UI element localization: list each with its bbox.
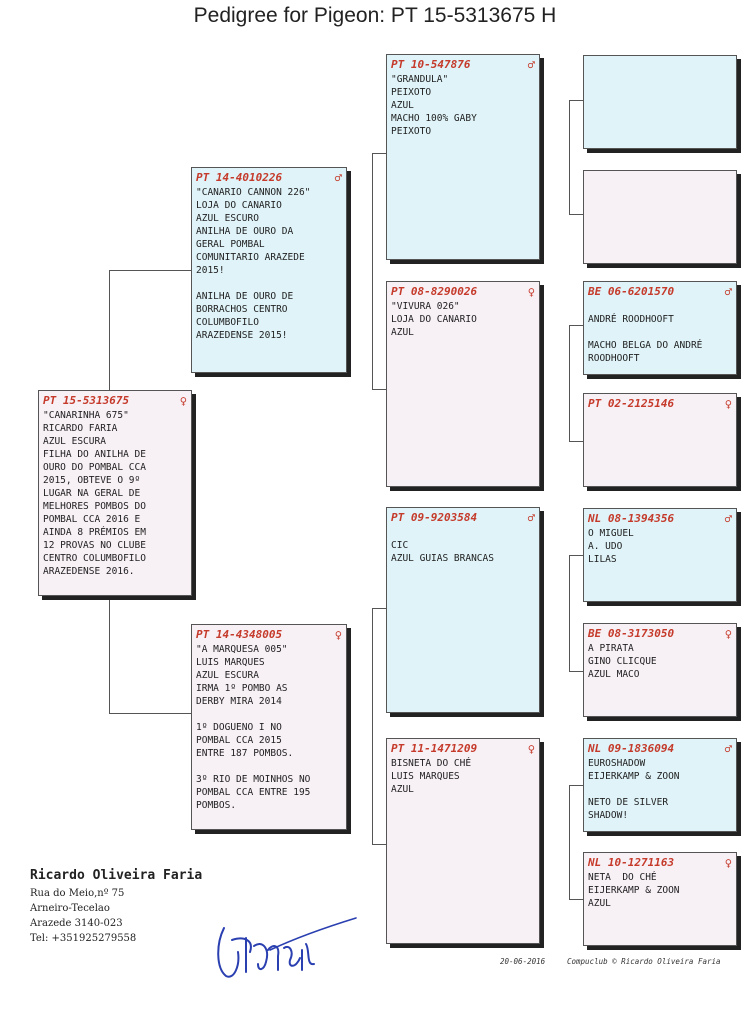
pigeon-info-line: 1º DOGUENO I NO [196, 722, 282, 733]
pigeon-info-line: RICARDO FARIA [43, 423, 118, 434]
pigeon-info-line: POMBAL CCA ENTRE 195 [196, 787, 311, 798]
pigeon-info-line: COMUNITARIO ARAZEDE [196, 252, 305, 263]
pigeon-info-line: AZUL [588, 898, 611, 909]
pedigree-box-dss [583, 508, 737, 602]
pigeon-info-line: GINO CLICQUE [588, 656, 657, 667]
male-symbol-icon: ♂ [527, 58, 535, 72]
pedigree-box-dds [583, 738, 737, 832]
pigeon-info-line: 3º RIO DE MOINHOS NO [196, 774, 311, 785]
pigeon-info-line: A. UDO [588, 541, 623, 552]
female-symbol-icon: ♀ [179, 394, 187, 408]
female-symbol-icon: ♀ [527, 285, 535, 299]
box-header [588, 285, 732, 299]
pigeon-info-line: LOJA DO CANARIO [196, 200, 282, 211]
male-symbol-icon: ♂ [724, 742, 732, 756]
copyright-notice: Compuclub © Ricardo Oliveira Faria [567, 957, 721, 966]
address-line: Arazede 3140-023 [30, 918, 123, 929]
pigeon-info-line: CENTRO COLUMBOFILO [43, 553, 146, 564]
pigeon-info-line: POMBAL CCA 2015 [196, 735, 282, 746]
ring-number: NL 10-1271163 [588, 856, 675, 869]
box-header [196, 628, 342, 642]
pigeon-info-line: FILHA DO ANILHA DE [43, 449, 146, 460]
page-title: Pedigree for Pigeon: PT 15-5313675 H [193, 4, 557, 27]
pigeon-info-line: AZUL GUIAS BRANCAS [391, 553, 494, 564]
pedigree-box-ssd [583, 170, 737, 264]
pigeon-info-line: COLUMBOFILO [196, 317, 259, 328]
ring-number: NL 09-1836094 [588, 742, 675, 755]
pedigree-box-sire [191, 167, 347, 373]
pigeon-info-line: "CANARINHA 675" [43, 410, 129, 421]
pigeon-info-line: AZUL [391, 100, 414, 111]
pigeon-info-line: BISNETA DO CHÉ [391, 758, 472, 769]
connector-dd [569, 785, 584, 900]
pigeon-info-line: AZUL MACO [588, 669, 640, 680]
pigeon-info-line: 2015, OBTEVE O 9º [43, 475, 141, 486]
pigeon-info-line: A PIRATA [588, 643, 634, 654]
pigeon-info-line: ROODHOOFT [588, 353, 640, 364]
pigeon-info-line: PEIXOTO [391, 87, 432, 98]
pigeon-info-line [196, 277, 342, 290]
pigeon-info-line: EIJERKAMP & ZOON [588, 771, 680, 782]
box-header [391, 742, 535, 756]
pigeon-info-line: LUIS MARQUES [196, 657, 265, 668]
pigeon-info-line: O MIGUEL [588, 528, 634, 539]
box-header [588, 742, 732, 756]
pigeon-info-line [588, 326, 732, 339]
pigeon-info-line: "A MARQUESA 005" [196, 644, 288, 655]
address-line: Rua do Meio,nº 75 [30, 888, 125, 899]
box-header [588, 627, 732, 641]
pigeon-info-line: AZUL ESCURO [196, 213, 259, 224]
pigeon-info-line: AZUL ESCURA [196, 670, 259, 681]
box-header [391, 58, 535, 72]
connector-dam [372, 608, 387, 845]
box-header [43, 394, 187, 408]
pigeon-info-line: POMBOS. [196, 800, 237, 811]
pigeon-info-line [391, 526, 535, 539]
box-header [588, 856, 732, 870]
male-symbol-icon: ♂ [724, 512, 732, 526]
pigeon-info-line: SHADOW! [588, 810, 629, 821]
male-symbol-icon: ♂ [724, 285, 732, 299]
owner-name: Ricardo Oliveira Faria [30, 868, 203, 883]
pedigree-box-dsd [583, 623, 737, 717]
address-line: Arneiro-Tecelao [30, 903, 110, 914]
pigeon-info-line: "GRANDULA" [391, 74, 449, 85]
pigeon-info-line: ANILHA DE OURO DA [196, 226, 294, 237]
pigeon-info-line: ANDRÉ ROODHOOFT [588, 314, 674, 325]
pigeon-info-line: LOJA DO CANARIO [391, 314, 477, 325]
connector-ss [569, 100, 584, 215]
pedigree-box-ddd [583, 852, 737, 946]
female-symbol-icon: ♀ [527, 742, 535, 756]
pigeon-info-line: ANILHA DE OURO DE [196, 291, 294, 302]
female-symbol-icon: ♀ [724, 856, 732, 870]
pigeon-info-line: ARAZEDENSE 2015! [196, 330, 288, 341]
print-date: 20-06-2016 [500, 957, 546, 966]
ring-number: PT 08-8290026 [391, 285, 478, 298]
ring-number: BE 08-3173050 [588, 627, 675, 640]
pigeon-info-line [588, 300, 732, 313]
connector-sire [372, 153, 387, 390]
box-header [391, 285, 535, 299]
pigeon-info-line: NETA DO CHÉ [588, 872, 657, 883]
pigeon-info-line [196, 760, 342, 773]
pigeon-info-line: ARAZEDENSE 2016. [43, 566, 135, 577]
pigeon-info-line: MACHO 100% GABY [391, 113, 477, 124]
pigeon-info-line: DERBY MIRA 2014 [196, 696, 282, 707]
male-symbol-icon: ♂ [527, 511, 535, 525]
ring-number: PT 11-1471209 [391, 742, 478, 755]
pigeon-info-line: POMBAL CCA 2016 E [43, 514, 141, 525]
pigeon-info-line: ENTRE 187 POMBOS. [196, 748, 294, 759]
ring-number: PT 02-2125146 [588, 397, 675, 410]
pedigree-box-dd [386, 738, 540, 944]
pigeon-info-line: PEIXOTO [391, 126, 432, 137]
pedigree-box-subject [38, 390, 192, 596]
ring-number: BE 06-6201570 [588, 285, 675, 298]
connector-sd [569, 325, 584, 442]
connector-ds [569, 555, 584, 672]
pigeon-info-line: "VIVURA 026" [391, 301, 460, 312]
pigeon-info-line: CIC [391, 540, 409, 551]
handwritten-signature [210, 910, 360, 985]
ring-number: PT 09-9203584 [391, 511, 478, 524]
pedigree-box-sds [583, 281, 737, 375]
box-header [391, 511, 535, 525]
pigeon-info-line: 2015! [196, 265, 225, 276]
pigeon-info-line: IRMA 1º POMBO AS [196, 683, 288, 694]
ring-number: PT 14-4348005 [196, 628, 283, 641]
pigeon-info-line [196, 708, 342, 721]
box-header [196, 171, 342, 185]
pedigree-box-ss [386, 54, 540, 260]
ring-number: NL 08-1394356 [588, 512, 675, 525]
pigeon-info-line [588, 783, 732, 796]
pigeon-info-line: BORRACHOS CENTRO [196, 304, 288, 315]
pigeon-info-line: MACHO BELGA DO ANDRÉ [588, 340, 703, 351]
ring-number: PT 14-4010226 [196, 171, 283, 184]
pigeon-info-line: NETO DE SILVER [588, 797, 669, 808]
pigeon-info-line: LUGAR NA GERAL DE [43, 488, 141, 499]
pedigree-box-sd [386, 281, 540, 487]
female-symbol-icon: ♀ [724, 397, 732, 411]
pigeon-info-line: AZUL ESCURA [43, 436, 106, 447]
owner-address [30, 886, 136, 946]
pigeon-info-line: MELHORES POMBOS DO [43, 501, 146, 512]
male-symbol-icon: ♂ [334, 171, 342, 185]
pigeon-info-line: AZUL [391, 327, 414, 338]
female-symbol-icon: ♀ [724, 627, 732, 641]
pigeon-info-line: GERAL POMBAL [196, 239, 265, 250]
pigeon-info-line: AINDA 8 PRÉMIOS EM [43, 527, 146, 538]
pigeon-info-line: EIJERKAMP & ZOON [588, 885, 680, 896]
pedigree-box-ds [386, 507, 540, 713]
pigeon-info-line: LILAS [588, 554, 617, 565]
pigeon-info-line: "CANARIO CANNON 226" [196, 187, 311, 198]
ring-number: PT 15-5313675 [43, 394, 130, 407]
box-header [588, 397, 732, 411]
pigeon-info-line: OURO DO POMBAL CCA [43, 462, 146, 473]
ring-number: PT 10-547876 [391, 58, 471, 71]
pigeon-info-line: LUIS MARQUES [391, 771, 460, 782]
phone-line: Tel: +351925279558 [30, 933, 137, 944]
pigeon-info-line: EUROSHADOW [588, 758, 646, 769]
pigeon-info-line: AZUL [391, 784, 414, 795]
female-symbol-icon: ♀ [334, 628, 342, 642]
pedigree-box-sdd [583, 393, 737, 487]
pigeon-info-line: 12 PROVAS NO CLUBE [43, 540, 146, 551]
box-header [588, 512, 732, 526]
pedigree-box-dam [191, 624, 347, 830]
pedigree-box-sss [583, 55, 737, 149]
